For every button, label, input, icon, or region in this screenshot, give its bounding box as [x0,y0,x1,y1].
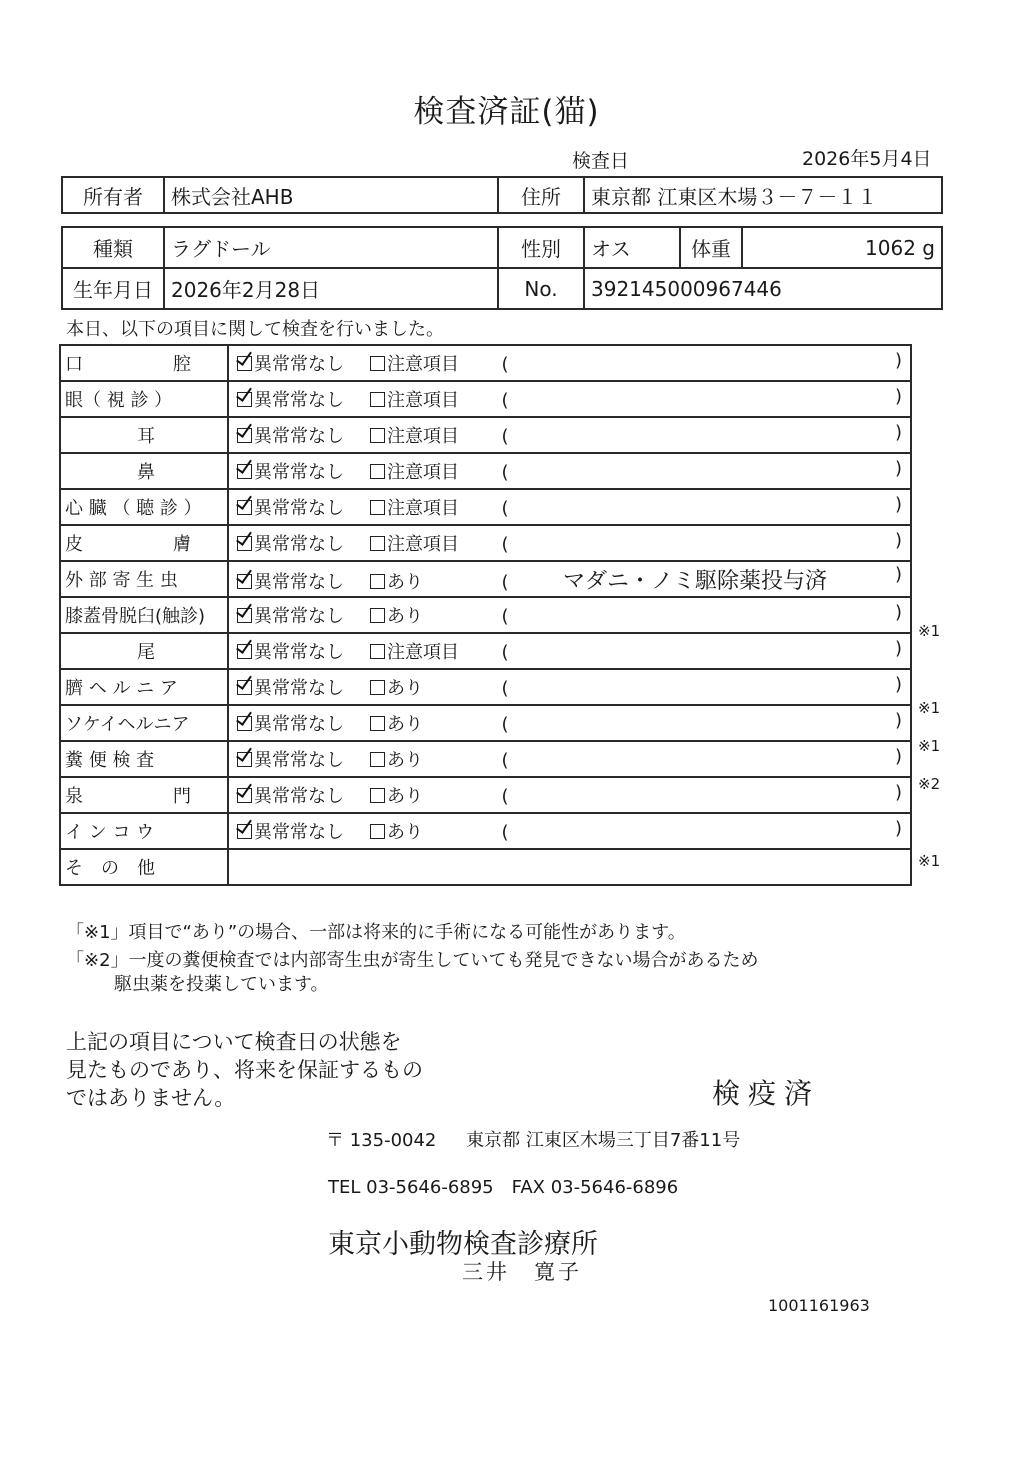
no-value: 392145000967446 [584,268,942,309]
alt-option: あり [387,606,423,627]
weight-value: 1062 g [742,227,942,268]
item-result [228,345,911,381]
inspection-row [60,741,911,777]
normal-option: 異常常なし [254,354,344,375]
item-result [228,633,911,669]
checkbox-checked-icon[interactable] [237,608,252,623]
breed-label: 種類 [62,227,164,268]
paren-open: ( [501,822,509,843]
paren-close: ) [894,422,902,443]
checkbox-empty-icon[interactable] [370,356,385,371]
normal-option: 異常常なし [254,534,344,555]
item-result [228,561,911,597]
alt-option: 注意項目 [387,426,459,447]
paren-close: ) [894,494,902,515]
birth-label: 生年月日 [62,268,164,309]
owner-table [61,176,943,214]
checkbox-checked-icon[interactable] [237,716,252,731]
inspection-row [60,381,911,417]
paren-open: ( [501,642,509,663]
address-line: 東京都 江東区木場三丁目7番11号 [466,1130,741,1151]
paren-open: ( [501,462,509,483]
checkbox-checked-icon[interactable] [237,644,252,659]
normal-option: 異常常なし [254,642,344,663]
inspection-row [60,777,911,813]
normal-option: 異常常なし [254,822,344,843]
paren-open: ( [501,571,509,593]
address-value: 東京都 江東区木場３－７－１１ [584,177,942,213]
alt-option: あり [387,822,423,843]
item-result [228,381,911,417]
alt-option: あり [387,750,423,771]
normal-option: 異常常なし [254,714,344,735]
item-result [228,705,911,741]
paren-close: ) [894,638,902,659]
checkbox-empty-icon[interactable] [370,392,385,407]
postal-code: 〒 135-0042 [326,1130,437,1151]
item-label-other: そ の 他 [60,849,228,885]
normal-option: 異常常なし [254,571,344,593]
item-label: 臍 ヘ ル ニ ア [60,669,228,705]
inspection-row [60,597,911,633]
paren-open: ( [501,498,509,519]
alt-option: 注意項目 [387,354,459,375]
normal-option: 異常常なし [254,390,344,411]
checkbox-checked-icon[interactable] [237,464,252,479]
paren-close: ) [894,386,902,407]
checkbox-checked-icon[interactable] [237,680,252,695]
checkbox-empty-icon[interactable] [370,608,385,623]
quarantine-stamp: 検疫済 [712,1077,821,1110]
normal-option: 異常常なし [254,786,344,807]
page-title: 検査済証(猫) [413,94,600,130]
alt-option: あり [387,714,423,735]
alt-option: あり [387,786,423,807]
alt-option: あり [387,571,423,593]
owner-value: 株式会社AHB [164,177,498,213]
normal-option: 異常常なし [254,606,344,627]
inspector-name: 三井 寛子 [462,1260,582,1284]
checkbox-empty-icon[interactable] [370,716,385,731]
paren-open: ( [501,714,509,735]
paren-close: ) [894,746,902,767]
checkbox-empty-icon[interactable] [370,536,385,551]
alt-option: 注意項目 [387,390,459,411]
checkbox-empty-icon[interactable] [370,500,385,515]
item-label: 耳 [60,417,228,453]
footnote-mark: ※1 [918,621,941,640]
disclaimer-line: ではありません。 [66,1086,236,1110]
item-label: 糞 便 検 査 [60,741,228,777]
item-label: 尾 [60,633,228,669]
alt-option: あり [387,678,423,699]
inspection-row [60,345,911,381]
checkbox-checked-icon[interactable] [237,536,252,551]
checkbox-empty-icon[interactable] [370,824,385,839]
item-label: 眼（ 視 診 ） [60,381,228,417]
contact-numbers: TEL 03-5646-6895 FAX 03-5646-6896 [328,1177,679,1198]
paren-close: ) [894,602,902,623]
normal-option: 異常常なし [254,678,344,699]
checkbox-empty-icon[interactable] [370,788,385,803]
alt-option: 注意項目 [387,534,459,555]
item-result [228,597,911,633]
checkbox-empty-icon[interactable] [370,464,385,479]
normal-option: 異常常なし [254,498,344,519]
item-label: 膝蓋骨脱臼(触診) [60,597,228,633]
paren-open: ( [501,354,509,375]
inspection-row [60,705,911,741]
item-result [228,417,911,453]
item-label: イ ン コ ウ [60,813,228,849]
checkbox-checked-icon[interactable] [237,752,252,767]
exam-date-value: 2026年5月4日 [802,148,932,170]
checkbox-empty-icon[interactable] [370,752,385,767]
paren-open: ( [501,750,509,771]
checkbox-checked-icon[interactable] [237,356,252,371]
address-label: 住所 [498,177,584,213]
inspection-row [60,453,911,489]
item-label: 口 腔 [60,345,228,381]
footnote-mark: ※1 [918,737,941,755]
inspection-row [60,489,911,525]
item-result [228,741,911,777]
checkbox-checked-icon[interactable] [237,788,252,803]
inspection-row [60,417,911,453]
footnote-mark: ※2 [918,775,941,794]
checkbox-checked-icon[interactable] [237,428,252,443]
inspection-row [60,561,911,597]
checkbox-checked-icon[interactable] [237,574,252,589]
exam-date-label: 検査日 [572,150,630,172]
paren-close: ) [894,710,902,731]
item-label: 皮 膚 [60,525,228,561]
item-label: 心 臓 （ 聴 診 ） [60,489,228,525]
paren-close: ) [894,818,902,839]
paren-open: ( [501,426,509,447]
paren-close: ) [894,350,902,371]
footnote-3: 駆虫薬を投薬しています。 [114,974,329,995]
breed-value: ラグドール [164,227,498,268]
sex-value: オス [584,227,680,268]
alt-option: 注意項目 [387,498,459,519]
paren-open: ( [501,606,509,627]
checkbox-empty-icon[interactable] [370,644,385,659]
pet-table [61,226,943,310]
clinic-address [326,1126,740,1152]
disclaimer-line: 見たものであり、将来を保証するもの [66,1058,423,1082]
item-result [228,813,911,849]
normal-option: 異常常なし [254,462,344,483]
no-label: No. [498,268,584,309]
alt-option: 注意項目 [387,642,459,663]
item-label: 鼻 [60,453,228,489]
item-result [228,525,911,561]
paren-open: ( [501,534,509,555]
item-other-value [228,849,911,885]
inspection-table [59,344,912,886]
item-result [228,777,911,813]
checkbox-empty-icon[interactable] [370,574,385,589]
inspection-row [60,525,911,561]
intro-text: 本日、以下の項目に関して検査を行いました。 [66,319,444,340]
item-result [228,489,911,525]
item-result [228,453,911,489]
footnote-mark: ※1 [918,698,941,717]
paren-open: ( [501,786,509,807]
normal-option: 異常常なし [254,426,344,447]
normal-option: 異常常なし [254,750,344,771]
paren-close: ) [894,563,902,585]
disclaimer-line: 上記の項目について検査日の状態を [66,1030,402,1054]
inspection-row [60,813,911,849]
footnote-mark: ※1 [918,852,941,871]
serial-number: 1001161963 [768,1296,870,1315]
paren-open: ( [501,390,509,411]
paren-close: ) [894,674,902,695]
disclaimer [66,1028,423,1112]
footnote-1: 「※1」項目で“あり”の場合、一部は将来的に手術になる可能性があります。 [66,922,686,943]
item-note: マダニ・ノミ駆除薬投与済 [562,568,827,594]
owner-label: 所有者 [62,177,164,213]
checkbox-checked-icon[interactable] [237,824,252,839]
clinic-name: 東京小動物検査診療所 [328,1229,598,1260]
paren-close: ) [894,458,902,479]
paren-open: ( [501,678,509,699]
item-label: ソケイヘルニア [60,705,228,741]
footnote-2: 「※2」一度の糞便検査では内部寄生虫が寄生していても発見できない場合があるため [66,950,759,971]
birth-value: 2026年2月28日 [164,268,498,309]
weight-label: 体重 [680,227,742,268]
checkbox-empty-icon[interactable] [370,428,385,443]
item-result [228,669,911,705]
item-label: 外 部 寄 生 虫 [60,561,228,597]
inspection-row [60,669,911,705]
paren-close: ) [894,530,902,551]
inspection-row [60,633,911,669]
alt-option: 注意項目 [387,462,459,483]
checkbox-checked-icon[interactable] [237,500,252,515]
paren-close: ) [894,782,902,803]
item-label: 泉 門 [60,777,228,813]
checkbox-checked-icon[interactable] [237,392,252,407]
checkbox-empty-icon[interactable] [370,680,385,695]
sex-label: 性別 [498,227,584,268]
